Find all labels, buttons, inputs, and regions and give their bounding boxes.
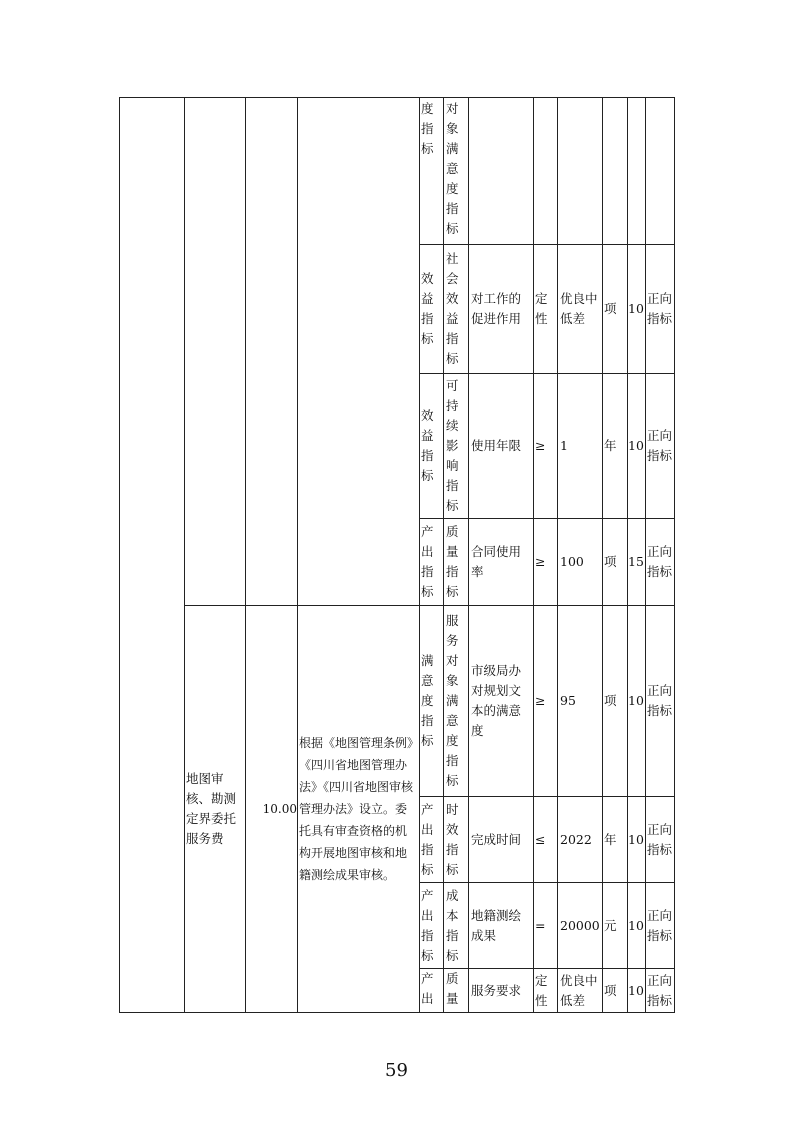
indicator-level1: 度指标 xyxy=(421,101,434,156)
indicator-score: 10 xyxy=(628,438,644,453)
indicator-level2: 成本指标 xyxy=(446,887,459,963)
indicator-level1: 产出指标 xyxy=(421,801,434,877)
indicator-operator: 定性 xyxy=(535,291,548,326)
col-border xyxy=(245,97,246,1013)
col-border xyxy=(119,97,120,1013)
indicator-level1: 产出指标 xyxy=(421,524,434,599)
indicator-score: 10 xyxy=(628,831,644,847)
col-border xyxy=(674,97,675,1013)
indicator-level2: 可持续影响指标 xyxy=(446,378,459,513)
indicator-value: 2022 xyxy=(560,831,592,847)
table-bottom-border xyxy=(119,1012,674,1013)
indicator-score: 10 xyxy=(628,982,644,998)
indicator-level2: 社会效益指标 xyxy=(446,251,459,366)
indicator-unit: 年 xyxy=(604,831,617,847)
indicator-operator: ≥ xyxy=(535,554,546,569)
col-border xyxy=(533,97,534,1013)
col-border xyxy=(443,97,444,1013)
indicator-level1: 产出指标 xyxy=(421,887,434,963)
project-name: 地图审核、勘测定界委托服务费 xyxy=(186,771,237,846)
indicator-unit: 项 xyxy=(604,301,617,316)
indicator-operator: 定性 xyxy=(535,972,548,1008)
col-border xyxy=(602,97,603,1013)
indicator-level1: 效益指标 xyxy=(421,408,434,483)
indicator-unit: 项 xyxy=(604,982,617,998)
indicator-level2: 质量指标 xyxy=(446,524,459,599)
indicator-value: 1 xyxy=(560,438,568,453)
indicator-direction: 正向指标 xyxy=(647,291,673,326)
project-amount: 10.00 xyxy=(262,802,297,816)
indicator-name: 市级局办对规划文本的满意度 xyxy=(471,663,522,738)
indicator-score: 10 xyxy=(628,693,644,708)
indicator-operator: ≥ xyxy=(535,438,546,453)
indicator-score: 15 xyxy=(628,554,644,569)
indicator-unit: 项 xyxy=(604,554,617,569)
indicator-score: 10 xyxy=(628,917,644,933)
col-border xyxy=(297,97,298,1013)
indicator-direction: 正向指标 xyxy=(647,821,673,857)
indicator-score: 10 xyxy=(628,301,644,316)
indicator-direction: 正向指标 xyxy=(647,972,673,1008)
indicator-name: 对工作的促进作用 xyxy=(471,291,522,326)
indicator-name: 地籍测绘成果 xyxy=(471,907,522,943)
col-border xyxy=(184,97,185,1013)
indicator-direction: 正向指标 xyxy=(647,683,673,718)
indicator-operator: ≤ xyxy=(535,831,546,847)
indicator-direction: 正向指标 xyxy=(647,907,673,943)
indicator-name: 使用年限 xyxy=(471,438,522,453)
indicator-name: 合同使用率 xyxy=(471,544,522,579)
indicator-level2: 时效指标 xyxy=(446,801,459,877)
table-top-border xyxy=(119,97,674,98)
indicator-direction: 正向指标 xyxy=(647,544,673,579)
indicator-level1: 效益指标 xyxy=(421,271,434,346)
indicator-unit: 年 xyxy=(604,438,617,453)
indicator-value: 100 xyxy=(560,554,584,569)
project-basis: 根据《地图管理条例》《四川省地图管理办法》《四川省地图审核管理办法》设立。委托具有审查资格的机构开展地图审核和地籍测绘成果审核。 xyxy=(299,736,414,882)
indicator-unit: 项 xyxy=(604,693,617,708)
indicator-level2: 质量 xyxy=(446,971,459,1006)
indicator-unit: 元 xyxy=(604,917,617,933)
indicator-level2: 对象满意度指标 xyxy=(446,101,459,236)
indicator-level1: 产出 xyxy=(421,971,434,1006)
indicator-direction: 正向指标 xyxy=(647,428,673,463)
indicator-value: 优良中低差 xyxy=(560,972,598,1008)
col-border xyxy=(468,97,469,1013)
indicator-value: 优良中低差 xyxy=(560,291,598,326)
indicator-name: 服务要求 xyxy=(471,982,522,998)
page-number: 59 xyxy=(385,1060,408,1081)
indicator-value: 95 xyxy=(560,693,576,708)
indicator-operator: = xyxy=(535,917,546,933)
col-border xyxy=(419,97,420,1013)
indicator-value: 20000 xyxy=(560,917,600,933)
indicator-level2: 服务对象满意度指标 xyxy=(446,613,459,788)
indicator-name: 完成时间 xyxy=(471,831,522,847)
col-border xyxy=(645,97,646,1013)
col-border xyxy=(557,97,558,1013)
indicator-operator: ≥ xyxy=(535,693,546,708)
indicator-level1: 满意度指标 xyxy=(421,653,434,748)
